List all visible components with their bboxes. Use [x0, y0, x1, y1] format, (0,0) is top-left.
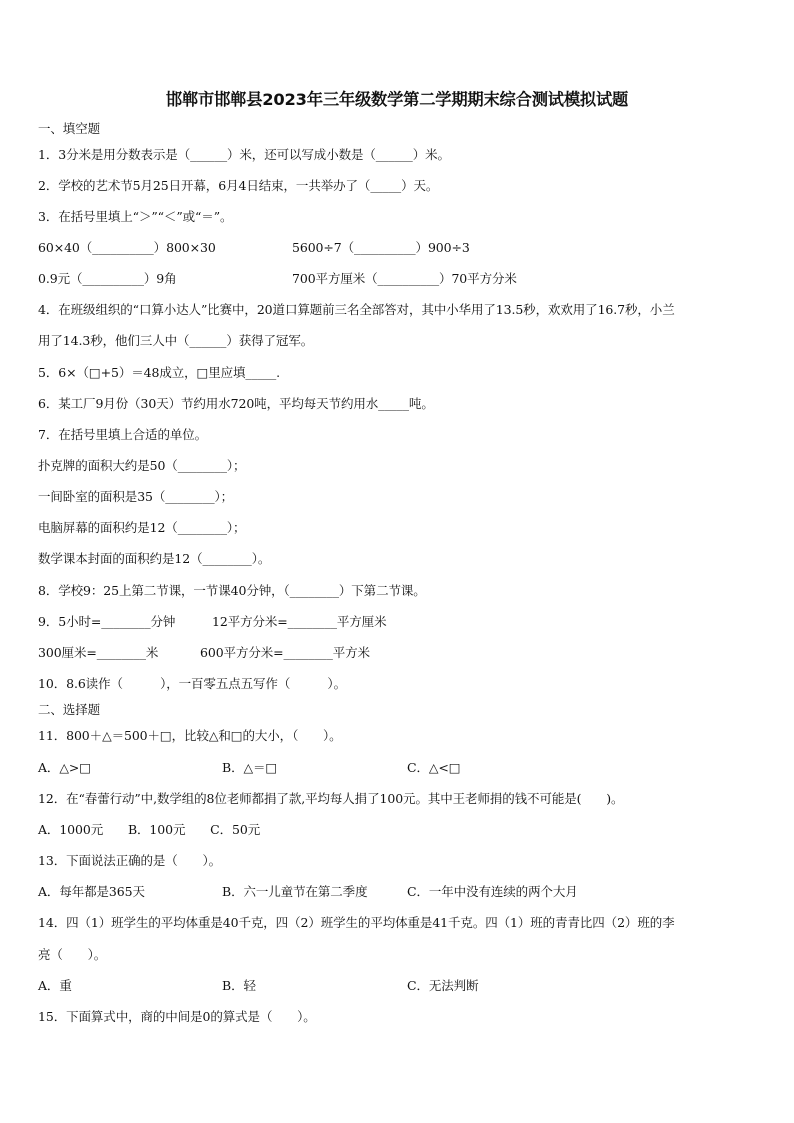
question-3-item-c: 0.9元（__________）9角 [38, 271, 177, 286]
question-4-line-1: 4．在班级组织的“口算小达人”比赛中，20道口算题前三名全部答对，其中小华用了13.5秒，欢欢用了16.7秒，小兰 [38, 302, 675, 317]
question-11: 11．800＋△＝500＋□，比较△和□的大小，（ ）。 [38, 728, 342, 743]
question-14-line-2: 亮（ ）。 [38, 947, 107, 962]
question-4-line-2: 用了14.3秒，他们三人中（______）获得了冠军。 [38, 333, 314, 348]
question-3: 3．在括号里填上“＞”“＜”或“＝”。 [38, 209, 233, 224]
question-14-line-1: 14．四（1）班学生的平均体重是40千克，四（2）班学生的平均体重是41千克。四（1）班的青青比四（2）班的李 [38, 915, 675, 930]
section-heading-fill-blank: 一、填空题 [38, 121, 101, 136]
question-13-option-c: C．一年中没有连续的两个大月 [407, 884, 578, 899]
question-7-item-b: 一间卧室的面积是35（________）； [38, 489, 234, 504]
question-11-option-b: B．△＝□ [222, 760, 278, 775]
section-heading-multiple-choice: 二、选择题 [38, 702, 101, 717]
question-2: 2．学校的艺术节5月25日开幕，6月4日结束，一共举办了（_____）天。 [38, 178, 439, 193]
question-13-option-b: B．六一儿童节在第二季度 [222, 884, 368, 899]
page-title: 邯郸市邯郸县2023年三年级数学第二学期期末综合测试模拟试题 [165, 90, 629, 109]
question-3-item-d: 700平方厘米（__________）70平方分米 [292, 271, 517, 286]
question-10: 10．8.6读作（ ），一百零五点五写作（ ）。 [38, 676, 346, 691]
question-9-item-a: 9．5小时=________分钟 [38, 614, 176, 629]
question-3-item-a: 60×40（__________）800×30 [38, 240, 216, 255]
question-13: 13．下面说法正确的是（ ）。 [38, 853, 222, 868]
question-11-option-c: C．△<□ [407, 760, 461, 775]
question-9-item-d: 600平方分米=________平方米 [200, 645, 370, 660]
question-14-option-b: B．轻 [222, 978, 256, 993]
question-11-option-a: A．△>□ [38, 760, 91, 775]
question-7-item-d: 数学课本封面的面积约是12（________）。 [38, 551, 271, 566]
question-3-item-b: 5600÷7（__________）900÷3 [292, 240, 470, 255]
question-1: 1．3分米是用分数表示是（______）米，还可以写成小数是（______）米。 [38, 147, 450, 162]
question-9-item-b: 12平方分米=________平方厘米 [212, 614, 387, 629]
question-7-item-c: 电脑屏幕的面积约是12（________）； [38, 520, 246, 535]
question-7: 7．在括号里填上合适的单位。 [38, 427, 208, 442]
question-14-option-c: C．无法判断 [407, 978, 479, 993]
question-8: 8．学校9：25上第二节课，一节课40分钟，（________）下第二节课。 [38, 583, 426, 598]
question-9-item-c: 300厘米=________米 [38, 645, 159, 660]
question-12: 12．在“春蕾行动”中,数学组的8位老师都捐了款,平均每人捐了100元。其中王老师捐的钱不可能是( )。 [38, 791, 624, 806]
question-14-option-a: A．重 [38, 978, 72, 993]
question-6: 6．某工厂9月份（30天）节约用水720吨，平均每天节约用水_____吨。 [38, 396, 434, 411]
question-7-item-a: 扑克牌的面积大约是50（________）； [38, 458, 246, 473]
question-5: 5．6×（□+5）＝48成立，□里应填_____. [38, 365, 281, 380]
question-15: 15．下面算式中，商的中间是0的算式是（ ）。 [38, 1009, 316, 1024]
question-13-option-a: A．每年都是365天 [38, 884, 145, 899]
question-12-options: A．1000元 B．100元 C．50元 [38, 822, 261, 837]
